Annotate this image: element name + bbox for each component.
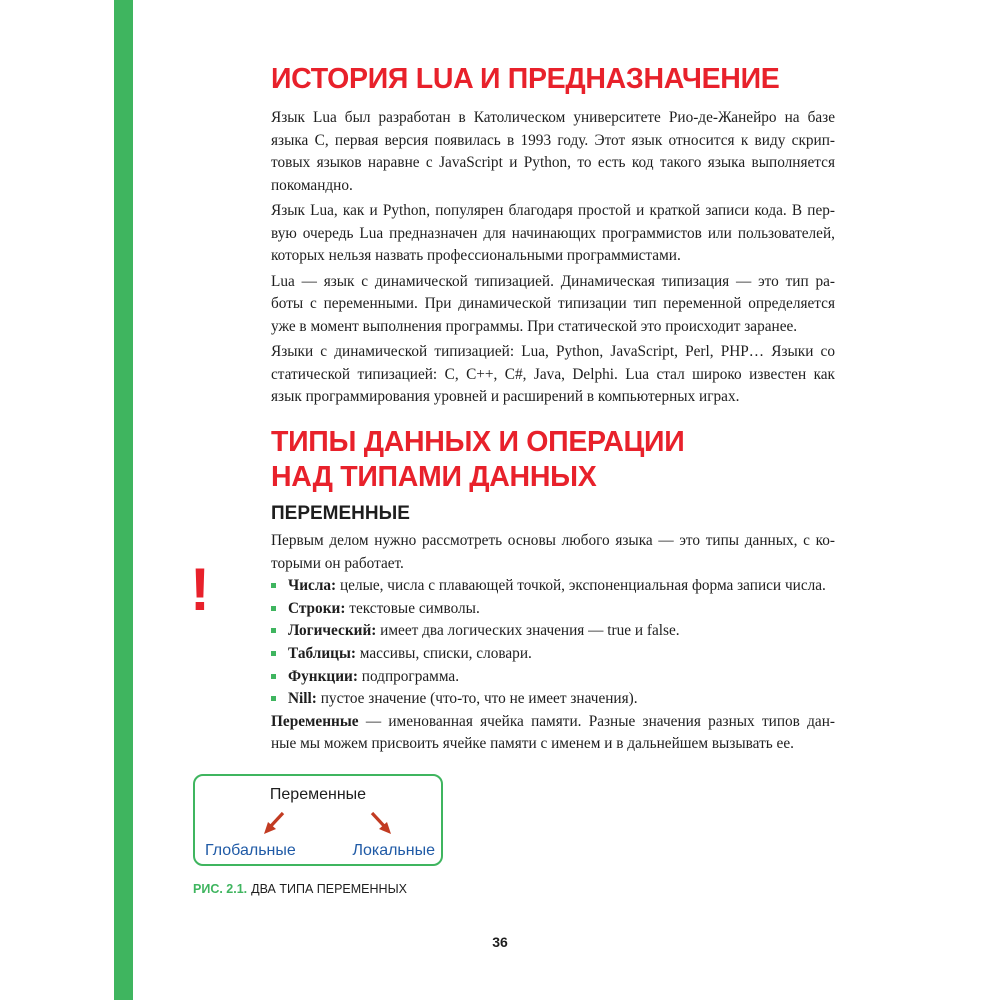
figure-caption-label: РИС. 2.1. [193, 882, 248, 896]
bullet-marker [271, 696, 276, 701]
list-item-term: Nill: [288, 690, 317, 708]
list-item-text: массивы, списки, словари. [355, 644, 532, 662]
section-heading-history: ИСТОРИЯ LUA И ПРЕДНАЗНАЧЕНИЕ [271, 63, 780, 95]
arrow-down-left-icon [261, 811, 291, 837]
text-line: боты с переменными. При динамической типизации тип переменной определяется [271, 295, 835, 313]
figure-caption [193, 882, 407, 896]
text-line: покомандно. [271, 176, 353, 194]
list-item-text: текстовые символы. [345, 599, 480, 617]
list-item-term: Функции: [288, 667, 358, 685]
exclamation-mark: ! [190, 556, 210, 623]
text-line: Язык Lua, как и Python, популярен благодаря простой и краткой записи кода. В пер- [271, 202, 835, 220]
list-item-term: Логический: [288, 622, 377, 640]
text-line: Языки с динамической типизацией: Lua, Python, JavaScript, Perl, PHP… Языки со [271, 343, 835, 360]
text-line: Lua — язык с динамической типизацией. Динамическая типизация — это тип ра- [271, 272, 835, 290]
arrow-down-right-icon [366, 811, 396, 837]
bullet-marker [271, 628, 276, 633]
paragraph-typing [271, 271, 835, 339]
bullet-marker [271, 651, 276, 656]
diagram-local-label: Локальные [352, 842, 435, 859]
text-line: которых нельзя назвать профессиональными программистами. [271, 247, 681, 265]
text-line: ные мы можем присвоить ячейке памяти с именем и в дальнейшем вызывать ее. [271, 735, 794, 753]
list-item [271, 643, 835, 666]
subheading-variables: ПЕРЕМЕННЫЕ [271, 503, 410, 524]
text-line [271, 711, 835, 734]
text-line: язык программирования уровней и расширений в компьютерных играх. [271, 388, 740, 406]
list-item-term: Таблицы: [288, 644, 356, 662]
diagram-global-label: Глобальные [205, 842, 296, 859]
text-line: Первым делом нужно рассмотреть основы любого языка — это типы данных, с ко- [271, 532, 835, 549]
text-line: уже в момент выполнения программы. При статической это происходит заранее. [271, 317, 798, 335]
list-item-text: целые, числа с плавающей точкой, экспоненциальная форма записи числа. [336, 577, 826, 595]
paragraph-languages [271, 341, 835, 409]
list-item [271, 620, 835, 643]
text-line: торыми он работает. [271, 554, 404, 572]
data-types-list [271, 575, 835, 711]
page-number: 36 [492, 934, 508, 950]
text-line: вую очередь Lua предназначен для начинающих программистов или пользователей, [271, 224, 835, 242]
list-item [271, 575, 835, 598]
figure-caption-text: ДВА ТИПА ПЕРЕМЕННЫХ [251, 882, 407, 896]
variables-text-block [271, 530, 835, 756]
text-line: языка С, первая версия появилась в 1993 году. Этот язык относится к виду скрип- [271, 131, 835, 149]
history-text-block [271, 107, 835, 409]
side-accent-bar [114, 0, 133, 1000]
diagram-root-label: Переменные [269, 786, 367, 803]
bullet-marker [271, 606, 276, 611]
heading-line: НАД ТИПАМИ ДАННЫХ [271, 461, 597, 493]
list-item [271, 598, 835, 621]
figure-variables-diagram [193, 774, 443, 866]
definition-term: Переменные [271, 712, 359, 730]
paragraph-popularity [271, 200, 835, 268]
list-item-text: имеет два логических значения — true и false. [376, 622, 680, 640]
section-heading-data-types [271, 425, 684, 495]
definition-text: — именованная ячейка памяти. Разные значения разных типов дан- [358, 712, 835, 730]
text-line: товых языков наравне с JavaScript и Python, то есть код такого языка выполняется [271, 154, 835, 172]
list-item-term: Строки: [288, 599, 346, 617]
paragraph-variables-definition [271, 711, 835, 756]
text-line: Язык Lua был разработан в Католическом университете Рио-де-Жанейро на базе [271, 109, 835, 126]
list-item [271, 688, 835, 711]
bullet-marker [271, 583, 276, 588]
list-item-text: пустое значение (что-то, что не имеет значения). [316, 690, 638, 708]
paragraph-origin [271, 107, 835, 197]
list-item-term: Числа: [288, 577, 337, 595]
heading-line: ТИПЫ ДАННЫХ И ОПЕРАЦИИ [271, 426, 685, 458]
paragraph-intro [271, 530, 835, 575]
text-line: статической типизацией: C, C++, C#, Java, Delphi. Lua стал широко известен как [271, 365, 835, 383]
list-item-text: подпрограмма. [357, 667, 460, 685]
bullet-marker [271, 674, 276, 679]
list-item [271, 666, 835, 689]
